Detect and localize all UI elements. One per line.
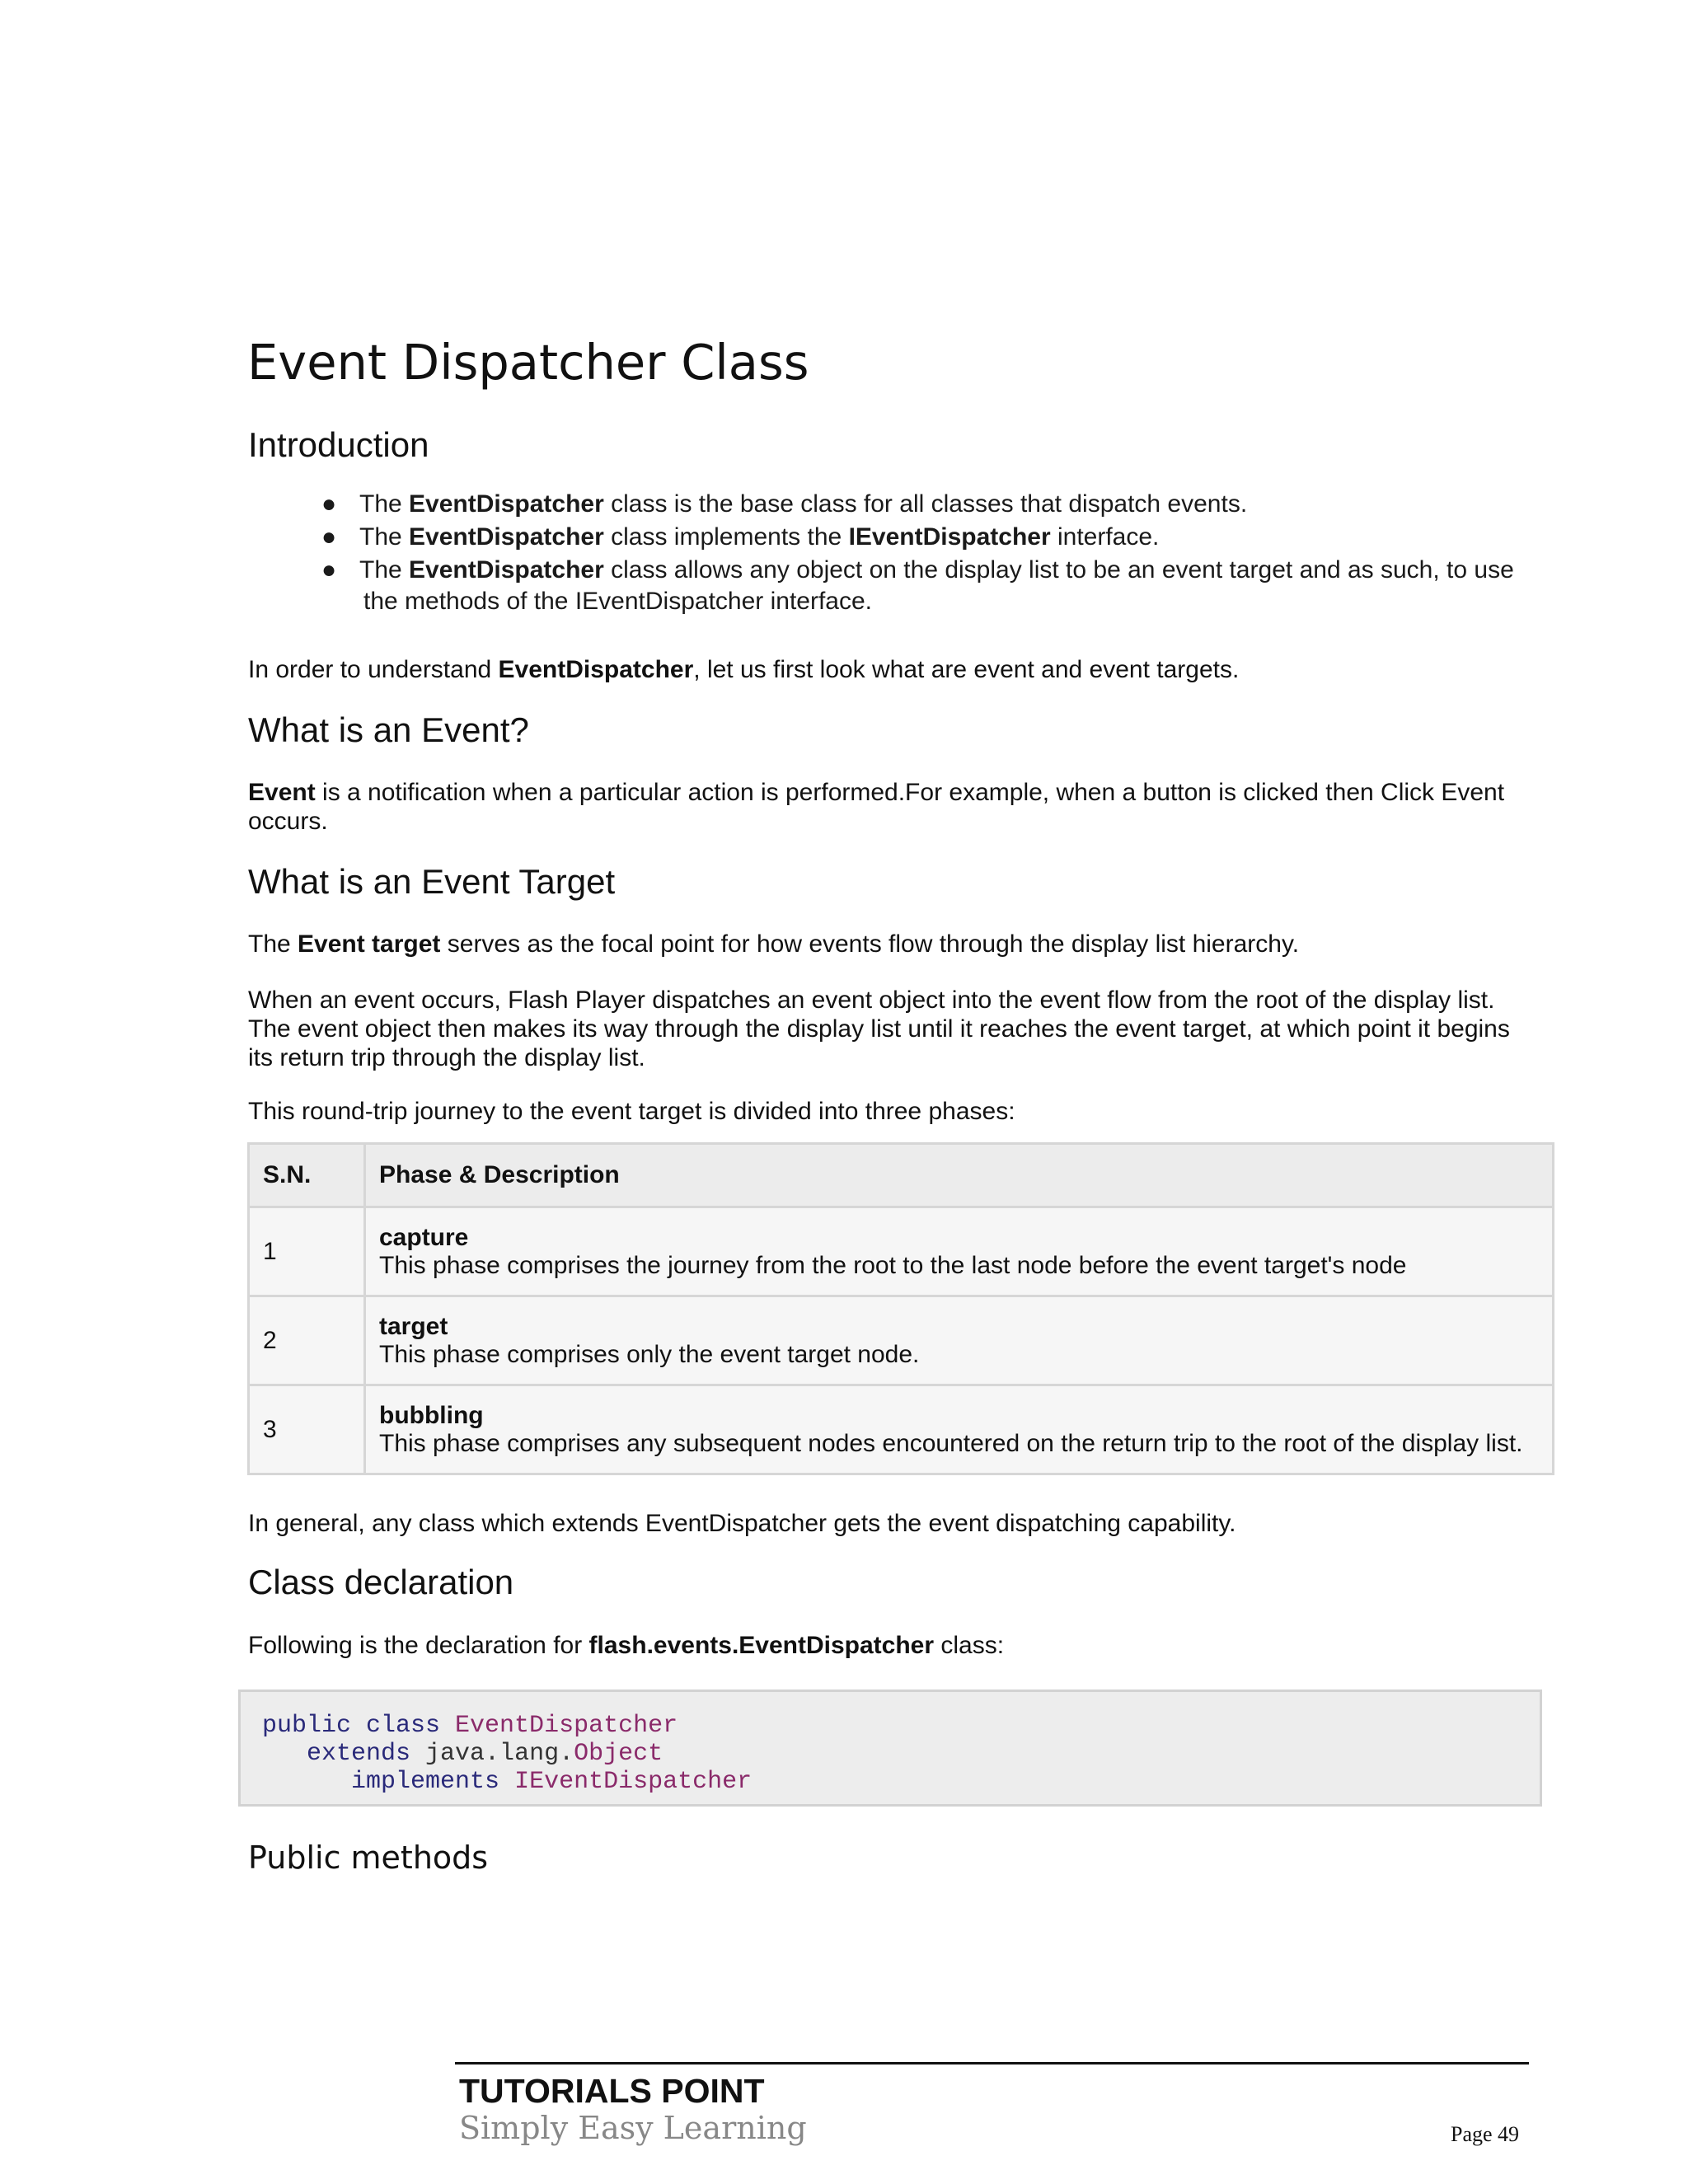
what-is-event-target-heading: What is an Event Target [248, 862, 616, 901]
column-header-sn: S.N. [249, 1144, 365, 1207]
code-line: extends java.lang.Object [262, 1740, 663, 1768]
bullet-icon: ● [321, 523, 337, 551]
intro-bullet-list [321, 488, 1533, 616]
list-item: ● The EventDispatcher class allows any object on the display list to be an event target and as such, to use the methods of the IEventDispatcher interface. [321, 554, 1533, 616]
sn-cell: 1 [249, 1207, 365, 1296]
list-item: ● The EventDispatcher class is the base class for all classes that dispatch events. [321, 488, 1533, 521]
code-line: implements IEventDispatcher [262, 1768, 753, 1796]
introduction-heading: Introduction [248, 425, 429, 464]
event-definition-paragraph: Event is a notification when a particular action is performed.For example, when a button is clicked then Click Event occurs. [248, 779, 1505, 835]
phase-cell [365, 1296, 1554, 1385]
phase-cell [365, 1207, 1554, 1296]
class-declaration-heading: Class declaration [248, 1563, 514, 1601]
column-header-phase: Phase & Description [365, 1144, 1554, 1207]
table-row [249, 1207, 1554, 1296]
bullet-icon: ● [321, 490, 337, 518]
phase-description: This phase comprises any subsequent nodes encountered on the return trip to the root of the display list. [379, 1429, 1523, 1457]
phase-name: target [379, 1312, 448, 1340]
phase-name: bubbling [379, 1401, 484, 1429]
sn-cell: 3 [249, 1385, 365, 1474]
footer-tagline: Simply Easy Learning [459, 2110, 807, 2146]
page-number: Page 49 [1451, 2122, 1520, 2146]
intro-after-paragraph: In order to understand EventDispatcher, let us first look what are event and event targets. [248, 656, 1240, 683]
event-flow-paragraph: When an event occurs, Flash Player dispatches an event object into the event flow from the root of the display list. The event object then makes its way through the display list until it reaches the event target, at which point it begins its return trip through the display list. [248, 987, 1510, 1071]
event-target-paragraph: The Event target serves as the focal point for how events flow through the display list hierarchy. [248, 930, 1300, 958]
table-row [249, 1296, 1554, 1385]
phase-name: capture [379, 1223, 469, 1251]
public-methods-heading: Public methods [248, 1840, 489, 1876]
page-title: Event Dispatcher Class [247, 334, 809, 391]
footer-divider [455, 2062, 1529, 2064]
list-item-continuation: the methods of the IEventDispatcher interface. [363, 588, 873, 615]
phase-description: This phase comprises the journey from the root to the last node before the event target's node [379, 1251, 1407, 1279]
code-block [238, 1690, 1542, 1807]
footer-brand: TUTORIALS POINT [459, 2072, 765, 2110]
list-item: ● The EventDispatcher class implements the IEventDispatcher interface. [321, 521, 1533, 554]
phases-intro-paragraph: This round-trip journey to the event target is divided into three phases: [248, 1098, 1015, 1125]
code-line: public class EventDispatcher [262, 1712, 678, 1740]
phases-table [247, 1142, 1554, 1475]
phase-description: This phase comprises only the event target node. [379, 1340, 920, 1368]
class-declaration-paragraph: Following is the declaration for flash.events.EventDispatcher class: [248, 1632, 1005, 1659]
phase-cell [365, 1385, 1554, 1474]
what-is-event-heading: What is an Event? [248, 710, 529, 749]
table-row [249, 1385, 1554, 1474]
bullet-icon: ● [321, 556, 337, 583]
sn-cell: 2 [249, 1296, 365, 1385]
table-header-row [249, 1144, 1554, 1207]
after-table-paragraph: In general, any class which extends EventDispatcher gets the event dispatching capability. [248, 1510, 1236, 1537]
